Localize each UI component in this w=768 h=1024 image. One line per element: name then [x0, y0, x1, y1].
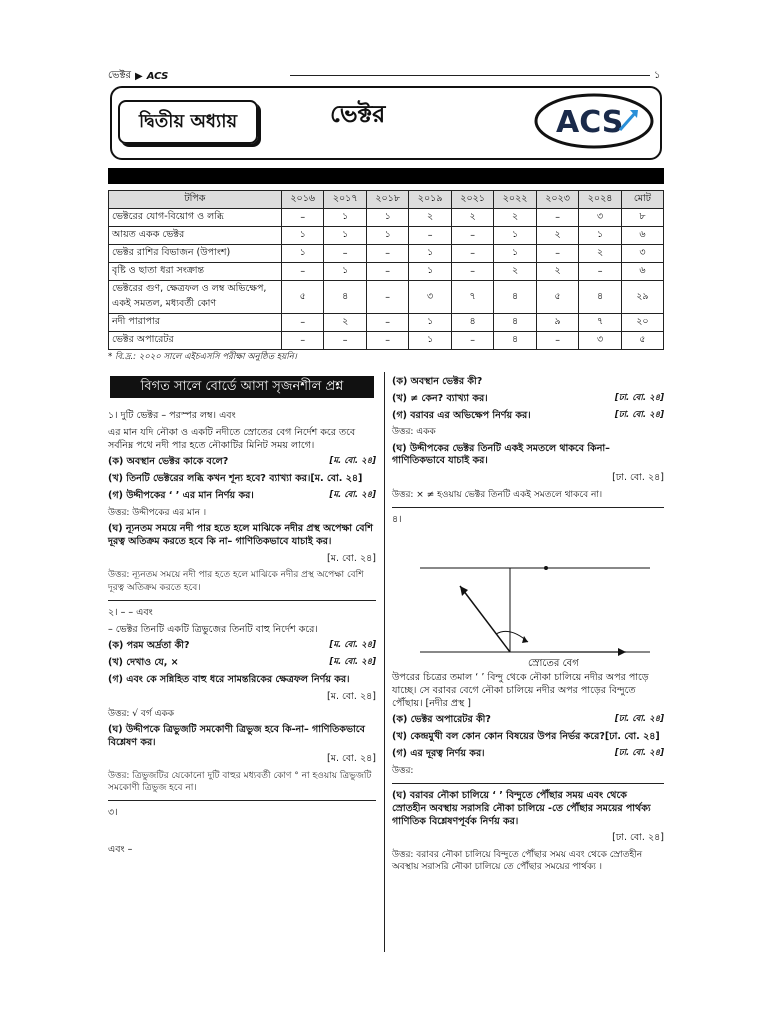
- count-cell: ১: [579, 227, 621, 245]
- table-row: [109, 314, 664, 332]
- section-banner: বিগত সালে বোর্ডে আসা সৃজনশীল প্রশ্ন: [110, 376, 374, 398]
- count-cell: –: [536, 209, 578, 227]
- right-column-lower: [392, 672, 664, 878]
- right-column: [392, 376, 664, 531]
- count-cell: ২: [494, 263, 536, 281]
- count-cell: ৮: [621, 209, 663, 227]
- count-cell: –: [324, 245, 366, 263]
- source-tag: [ম. বো. ২৪]: [326, 552, 376, 564]
- count-cell: ৯: [536, 314, 578, 332]
- count-cell: ২০: [621, 314, 663, 332]
- q4-answer-g: উত্তর:: [392, 765, 414, 776]
- brand-label: ACS: [146, 71, 169, 82]
- table-row: [109, 281, 664, 314]
- q3-part-kh: [ঢা. বো. ২৪] (খ) ≠ কেন? ব্যাখ্যা কর।: [392, 392, 664, 404]
- count-cell: ২৯: [621, 281, 663, 314]
- count-cell: ১: [409, 245, 451, 263]
- count-cell: –: [451, 332, 493, 350]
- count-cell: –: [451, 245, 493, 263]
- column-divider: [384, 372, 385, 952]
- q3-part-g: [ঢা. বো. ২৪] (গ) বরাবর এর অভিক্ষেপ নির্ণয় কর।: [392, 409, 664, 421]
- count-cell: –: [366, 263, 408, 281]
- q1-answer-gh: উত্তর: ন্যূনতম সময়ে নদী পার হতে হলে মাঝিকে নদীর প্রস্থ অপেক্ষা বেশি দূরত্ব অতিক্রম করতে হবে।: [108, 570, 364, 593]
- count-cell: –: [579, 263, 621, 281]
- table-row: [109, 245, 664, 263]
- count-cell: –: [366, 314, 408, 332]
- count-cell: ৪: [579, 281, 621, 314]
- q1-part-gh: (ঘ) ন্যূনতম সময়ে নদী পার হতে হলে মাঝিকে নদীর প্রস্থ অপেক্ষা বেশি দূরত্ব অতিক্রম করতে হবে কি না– গাণিতিকভাবে যাচাই কর।: [108, 523, 373, 547]
- count-cell: –: [536, 332, 578, 350]
- source-tag: [ম. বো. ২৪]: [326, 690, 376, 702]
- count-cell: ৩: [579, 332, 621, 350]
- divider: [392, 507, 664, 508]
- count-cell: ২: [536, 263, 578, 281]
- count-cell: ৪: [324, 281, 366, 314]
- table-row: [109, 263, 664, 281]
- divider: [108, 800, 376, 801]
- q4-part-g: [ঢা. বো. ২৪] (গ) এর দূরত্ব নির্ণয় কর।: [392, 748, 664, 760]
- count-cell: ৫: [621, 332, 663, 350]
- source-tag: [ম. বো. ২৪]: [329, 456, 376, 467]
- q1-part-kh: (খ) তিনটি ভেক্টরের লব্ধি কখন শূন্য হবে? ব্যাখ্যা কর।[ম. বো. ২৪]: [108, 473, 363, 485]
- table-row: [109, 227, 664, 245]
- count-cell: ৩: [621, 245, 663, 263]
- divider: [108, 600, 376, 601]
- count-cell: ৩: [409, 281, 451, 314]
- count-cell: ১: [281, 227, 323, 245]
- q4-stem: উপরের চিত্রের তমাল ‘ ’ বিন্দু থেকে নৌকা চালিয়ে নদীর অপর পাড়ে যাচ্ছে। সে বরাবর বেগে নৌকা চালিয়ে নদীর অপর পাড়ের বিন্দুতে পৌঁছায়। [নদীর প্রস্থ ]: [392, 672, 649, 709]
- source-tag: [ম. বো. ২৪]: [329, 640, 376, 651]
- count-cell: ৩: [579, 209, 621, 227]
- source-tag: [ঢা. বো. ২৪]: [612, 472, 664, 484]
- count-cell: –: [366, 281, 408, 314]
- topic-cell: ভেক্টরের গুণ, ক্ষেত্রফল ও লম্ব অভিক্ষেপ, একই সমতল, মধ্যবর্তী কোণ: [109, 281, 282, 314]
- count-cell: ১: [409, 314, 451, 332]
- count-cell: ১: [366, 209, 408, 227]
- source-tag: [ঢা. বো. ২৪]: [612, 832, 664, 844]
- table-header-cell: ২০২২: [494, 191, 536, 209]
- count-cell: ৭: [579, 314, 621, 332]
- chevron-right-icon: ▶: [135, 71, 143, 82]
- q3-stem: ৩।: [108, 807, 118, 819]
- count-cell: –: [281, 209, 323, 227]
- table-header-cell: টপিক: [109, 191, 282, 209]
- count-cell: –: [324, 332, 366, 350]
- count-cell: ৬: [621, 263, 663, 281]
- left-column: [108, 410, 376, 861]
- table-header-cell: মোট: [621, 191, 663, 209]
- count-cell: ২: [494, 209, 536, 227]
- q4-number: ৪।: [392, 514, 402, 526]
- topic-cell: ভেক্টর অপারেটর: [109, 332, 282, 350]
- acs-logo-icon: [532, 90, 656, 152]
- count-cell: ৪: [494, 332, 536, 350]
- count-cell: ২: [536, 227, 578, 245]
- footnote: * বি.দ্র.: ২০২০ সালে এইচএসসি পরীক্ষা অনুষ্ঠিত হয়নি।: [108, 352, 297, 362]
- count-cell: ১: [409, 263, 451, 281]
- q2-part-gh: (ঘ) উদ্দীপকে ত্রিভুজটি সমকোণী ত্রিভুজ হবে কি-না– গাণিতিকভাবে বিশ্লেষণ কর।: [108, 723, 365, 748]
- topic-cell: নদী পারাপার: [109, 314, 282, 332]
- q2-part-k: [ম. বো. ২৪] (ক) পরম অর্দ্রতা কী?: [108, 640, 376, 652]
- count-cell: –: [281, 332, 323, 350]
- topic-year-table: [108, 190, 664, 350]
- count-cell: ১: [324, 263, 366, 281]
- count-cell: ৫: [536, 281, 578, 314]
- count-cell: ১: [324, 209, 366, 227]
- q1-stem: ১। দুটি ভেক্টর – পরস্পর লম্ব। এবং: [108, 410, 236, 421]
- count-cell: ২: [324, 314, 366, 332]
- q3-part-k: (ক) অবস্থান ভেক্টর কী?: [392, 376, 483, 387]
- q1-answer-g: উত্তর: উদ্দীপকের এর মান ।: [108, 507, 207, 518]
- running-header-label: ভেক্টর: [108, 70, 132, 81]
- q2-answer-gh: উত্তর: ত্রিভুজটির যেকোনো দুটি বাহুর মধ্যবর্তী কোণ ° না হওয়ায় ত্রিভুজটি সমকোণী ত্রিভুজ হবে না।: [108, 771, 372, 794]
- q4-answer-gh: উত্তর: বরাবর নৌকা চালিয়ে বিন্দুতে পৌঁছার সময় এবং থেকে স্রোতহীন অবস্থায় সরাসরি নৌকা চালিয়ে তে পৌঁছার সময়ের পার্থক্য ।: [392, 850, 643, 873]
- count-cell: ২: [451, 209, 493, 227]
- count-cell: ৬: [621, 227, 663, 245]
- count-cell: –: [451, 227, 493, 245]
- table-header-cell: ২০২১: [451, 191, 493, 209]
- count-cell: ২: [409, 209, 451, 227]
- source-tag: [ঢা. বো. ২৪]: [614, 748, 664, 759]
- q1-part-k: [ম. বো. ২৪] (ক) অবস্থান ভেক্টর কাকে বলে?: [108, 456, 376, 468]
- q4-part-kh: (খ) কেন্দ্রমুখী বল কোন কোন বিষয়ের উপর নির্ভর করে?[ঢা. বো. ২৪]: [392, 731, 660, 743]
- count-cell: –: [281, 314, 323, 332]
- section-bar: [108, 168, 664, 184]
- count-cell: –: [451, 263, 493, 281]
- river-crossing-figure: [400, 548, 664, 658]
- running-header: [108, 68, 168, 85]
- topic-cell: আয়ত একক ভেক্টর: [109, 227, 282, 245]
- count-cell: ১: [366, 227, 408, 245]
- q3-part-gh: (ঘ) উদ্দীপকের ভেক্টর তিনটি একই সমতলে থাকবে কিনা– গাণিতিকভাবে যাচাই কর।: [392, 442, 610, 467]
- count-cell: ৫: [281, 281, 323, 314]
- table-row: [109, 209, 664, 227]
- header-rule: [290, 75, 650, 76]
- divider: [392, 783, 664, 784]
- count-cell: ১: [409, 332, 451, 350]
- chapter-title: ভেক্টর: [330, 100, 386, 128]
- q2-stem: ২। – – এবং: [108, 606, 153, 618]
- q1-part-g: [ম. বো. ২৪] (গ) উদ্দীপকের ‘ ’ এর মান নির্ণয় কর।: [108, 490, 376, 502]
- topic-cell: ভেক্টর রাশির বিভাজন (উপাংশ): [109, 245, 282, 263]
- logo-text: ACS: [556, 105, 624, 140]
- table-header-cell: ২০২৪: [579, 191, 621, 209]
- count-cell: ২: [579, 245, 621, 263]
- table-header-cell: ২০২৩: [536, 191, 578, 209]
- q2-part-kh: [ম. বো. ২৪] (খ) দেখাও যে, ×: [108, 657, 376, 669]
- source-tag: [ঢা. বো. ২৪]: [614, 392, 664, 403]
- count-cell: –: [536, 245, 578, 263]
- source-tag: [ম. বো. ২৪]: [329, 657, 376, 668]
- topic-cell: বৃষ্টি ও ছাতা ধরা সংক্রান্ত: [109, 263, 282, 281]
- count-cell: ১: [324, 227, 366, 245]
- q3-answer-g: উত্তর: একক: [392, 427, 436, 438]
- count-cell: –: [281, 263, 323, 281]
- count-cell: ৪: [451, 314, 493, 332]
- source-tag: [ম. বো. ২৪]: [326, 753, 376, 765]
- source-tag: [ঢা. বো. ২৪]: [614, 714, 664, 725]
- table-header-cell: ২০১৯: [409, 191, 451, 209]
- q2-answer-g: উত্তর: √ বর্গ একক: [108, 708, 175, 719]
- table-header-row: [109, 191, 664, 209]
- q1-stem-cont: এর মান যদি নৌকা ও একটি নদীতে স্রোতের বেগ নির্দেশ করে তবে সর্বনিম্ন পথে নদী পার হতে নৌকাটির মিনিট সময় লাগে।: [108, 426, 356, 451]
- count-cell: ৭: [451, 281, 493, 314]
- table-row: [109, 332, 664, 350]
- chapter-label: দ্বিতীয় অধ্যায়: [118, 100, 258, 144]
- count-cell: –: [366, 332, 408, 350]
- topic-cell: ভেক্টরের যোগ-বিয়োগ ও লব্ধি: [109, 209, 282, 227]
- q3-line: এবং –: [108, 844, 133, 856]
- count-cell: ১: [494, 227, 536, 245]
- count-cell: ৪: [494, 281, 536, 314]
- count-cell: ৪: [494, 314, 536, 332]
- count-cell: ১: [281, 245, 323, 263]
- table-header-cell: ২০১৬: [281, 191, 323, 209]
- table-header-cell: ২০১৭: [324, 191, 366, 209]
- q4-part-gh: (ঘ) বরাবর নৌকা চালিয়ে ‘ ’ বিন্দুতে পৌঁছার সময় এবং থেকে স্রোতহীন অবস্থায় সরাসরি নৌকা চালিয়ে -তে পৌঁছার সময়ের পার্থক্য গাণিতিক বিশ্লেষণপূর্বক নির্ণয় কর।: [392, 790, 651, 827]
- table-header-cell: ২০১৮: [366, 191, 408, 209]
- q2-part-g: (গ) এবং কে সন্নিহিত বাহু ধরে সামন্তরিকের ক্ষেত্রফল নির্ণয় কর।: [108, 673, 350, 685]
- count-cell: ১: [494, 245, 536, 263]
- q3-answer-gh: উত্তর: × ≠ হওয়ায় ভেক্টর তিনটি একই সমতলে থাকবে না।: [392, 490, 603, 501]
- count-cell: –: [409, 227, 451, 245]
- page-number: ১: [654, 70, 661, 81]
- q4-part-k: [ঢা. বো. ২৪] (ক) ভেক্টর অপারেটর কী?: [392, 714, 664, 726]
- source-tag: [ঢা. বো. ২৪]: [614, 409, 664, 420]
- source-tag: [ম. বো. ২৪]: [329, 490, 376, 501]
- q2-stem-cont: – ভেক্টর তিনটি একটি ত্রিভুজের তিনটি বাহু নির্দেশ করে।: [108, 623, 318, 635]
- count-cell: –: [366, 245, 408, 263]
- figure-caption: স্রোতের বেগ: [528, 658, 579, 669]
